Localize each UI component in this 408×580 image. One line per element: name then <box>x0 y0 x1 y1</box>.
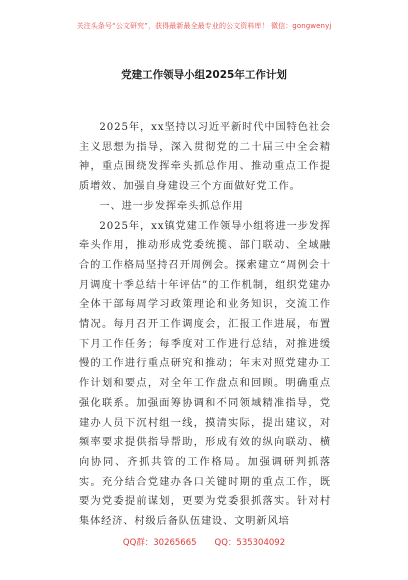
document-title: 党建工作领导小组2025年工作计划 <box>121 69 287 81</box>
promo-banner: 关注头条号“公文研究”，获得最新最全最专业的公文资料库！ 微信：gongwenyj <box>76 22 332 30</box>
document-body <box>79 118 331 532</box>
intro-paragraph: 2025年，xx坚持以习近平新时代中国特色社会主义思想为指导，深入贯彻党的二十届三中全会精神，重点围绕发挥牵头抓总作用、推动重点工作提质增效、加强自身建设三个方面做好党工作。 <box>79 122 331 193</box>
qq-group-number: QQ群：30265665 <box>122 538 197 548</box>
qq-number: QQ：535304092 <box>214 538 286 548</box>
body-paragraph: 2025年，xx镇党建工作领导小组将进一步发挥牵头作用，推动形成党委统揽、部门联动、全域融合的工作格局坚持召开周例会。探索建立“周例会十月调度十季总结十年评估”的工作机制，组织党建办全体干部每周学习政策理论和业务知识，交流工作情况。每月召开工作调度会，汇报工作进展，布置下月工作任务；每季度对工作进行总结，对推进缓慢的工作进行重点研究和推动；年末对照党建办工作计划和要点，对全年工作盘点和回顾。明确重点强化联系。加强面筹协调和不同领域精准指导，党建办人员下沉村组一线，摸清实际，提出建议，对频率要求提供指导帮助，形成有效的纵向联动、横向协同、齐抓共管的工作格局。加强调研判抓落实。充分结合党建办各口关键时期的重点工作，既要为党委提前谋划，更要为党委狠抓落实。针对村集体经济、村级后备队伍建设、文明新风培 <box>79 220 331 528</box>
contact-footer <box>0 536 408 548</box>
section-heading: 一、进一步发挥牵头抓总作用 <box>99 200 244 212</box>
